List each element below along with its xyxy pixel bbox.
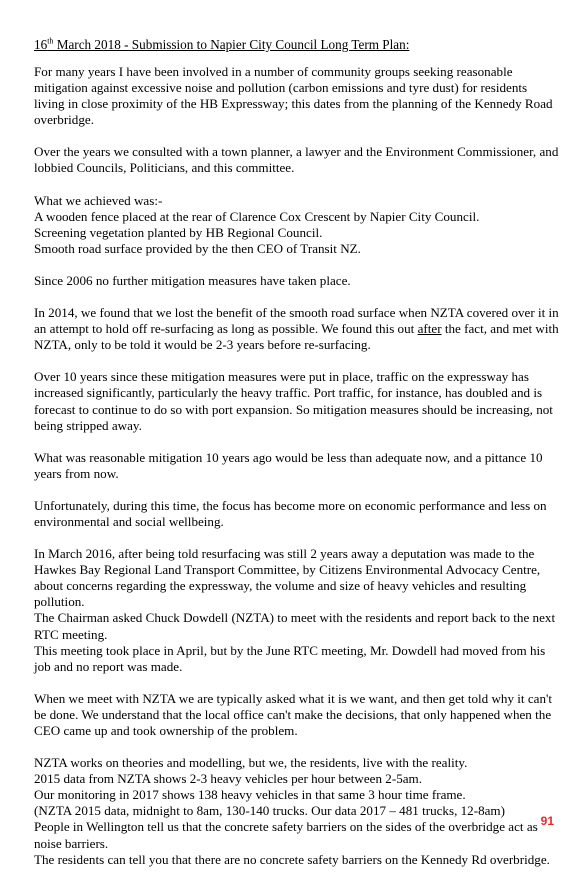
- paragraph-line: forecast to continue to do so with port expansion. So mitigation measures should be increasing, not: [34, 401, 553, 417]
- page-number: 91: [540, 814, 554, 828]
- paragraph-line: (NZTA 2015 data, midnight to 8am, 130-140 trucks. Our data 2017 – 481 trucks, 12-8am): [34, 803, 505, 819]
- title-date-suffix: th: [47, 36, 54, 46]
- paragraph-line: living in close proximity of the HB Expressway; this dates from the planning of the Kennedy Road: [34, 96, 553, 112]
- paragraph-line: CEO came up and took ownership of the problem.: [34, 723, 298, 738]
- paragraph-line: This meeting took place in April, but by the June RTC meeting, Mr. Dowdell had moved from his: [34, 642, 546, 658]
- paragraph-line: being stripped away.: [34, 417, 142, 433]
- paragraph-line: job and no report was made.: [34, 658, 183, 674]
- paragraph-line: about concerns regarding the expressway, the volume and size of heavy vehicles and resulting: [34, 578, 527, 594]
- paragraph-line: lobbied Councils, Politicians, and this committee.: [34, 160, 295, 176]
- paragraph-line: overbridge.: [34, 112, 94, 128]
- underlined-word: after: [417, 321, 442, 337]
- paragraph-line: increased significantly, particularly the heavy traffic. Port traffic, for instance, has doubled and is: [34, 385, 543, 401]
- paragraph-line: The residents can tell you that there are no concrete safety barriers on the Kennedy Rd overbridge.: [34, 851, 550, 867]
- paragraph-3: [34, 193, 554, 257]
- paragraph-line: People in Wellington tell us that the concrete safety barriers on the sides of the overbridge act as: [34, 819, 538, 835]
- paragraph-line: What we achieved was:-: [34, 192, 163, 208]
- paragraph-line: environmental and social wellbeing.: [34, 513, 224, 529]
- document-page: [34, 36, 559, 884]
- paragraph-line: years from now.: [34, 465, 119, 481]
- paragraph-line: be done. We understand that the local office can't make the decisions, that only happened when the: [34, 706, 552, 722]
- paragraph-8: [34, 498, 554, 530]
- line-text: an attempt to hold off re-surfacing as long as possible. We found this out: [34, 321, 418, 337]
- paragraph-line: RTC meeting.: [34, 626, 108, 642]
- paragraph-line: Unfortunately, during this time, the focus has become more on economic performance and less on: [34, 497, 547, 513]
- paragraph-10: [34, 691, 554, 739]
- paragraph-line: noise barriers.: [34, 835, 109, 851]
- paragraph-11: [34, 755, 554, 868]
- paragraph-line: [34, 321, 559, 337]
- paragraph-line: For many years I have been involved in a number of community groups seeking reasonable: [34, 64, 513, 79]
- paragraph-1: [34, 64, 554, 128]
- paragraph-line: Over 10 years since these mitigation measures were put in place, traffic on the expressway has: [34, 369, 529, 385]
- paragraph-2: [34, 144, 559, 176]
- line-text: the fact, and met with: [441, 321, 559, 337]
- paragraph-line: pollution.: [34, 594, 85, 610]
- paragraph-line: A wooden fence placed at the rear of Clarence Cox Crescent by Napier City Council.: [34, 208, 480, 224]
- paragraph-line: The Chairman asked Chuck Dowdell (NZTA) to meet with the residents and report back to the next: [34, 610, 556, 626]
- paragraph-5: [34, 305, 559, 353]
- paragraph-line: Our monitoring in 2017 shows 138 heavy vehicles in that same 3 hour time frame.: [34, 787, 466, 803]
- paragraph-line: NZTA works on theories and modelling, but we, the residents, live with the reality.: [34, 755, 468, 771]
- paragraph-9: [34, 546, 554, 675]
- paragraph-line: In 2014, we found that we lost the benefit of the smooth road surface when NZTA covered over it in: [34, 305, 559, 321]
- title-text: March 2018 - Submission to Napier City Council Long Term Plan:: [53, 37, 410, 52]
- paragraph-line: What was reasonable mitigation 10 years ago would be less than adequate now, and a pittance 10: [34, 449, 543, 465]
- paragraph-line: 2015 data from NZTA shows 2-3 heavy vehicles per hour between 2-5am.: [34, 771, 423, 787]
- paragraph-line: In March 2016, after being told resurfacing was still 2 years away a deputation was made to the: [34, 546, 535, 562]
- paragraph-line: Since 2006 no further mitigation measures have taken place.: [34, 272, 351, 288]
- paragraph-7: [34, 450, 554, 482]
- paragraph-6: [34, 369, 554, 433]
- paragraph-line: NZTA, only to be told it would be 2-3 years before re-surfacing.: [34, 337, 371, 353]
- paragraph-line: Smooth road surface provided by the then CEO of Transit NZ.: [34, 240, 361, 256]
- paragraph-4: [34, 273, 554, 289]
- paragraph-line: mitigation against excessive noise and pollution (carbon emissions and tyre dust) for residents: [34, 80, 528, 96]
- paragraph-line: When we meet with NZTA we are typically asked what it is we want, and then get told why it can't: [34, 690, 553, 706]
- paragraph-line: Hawkes Bay Regional Land Transport Committee, by Citizens Environmental Advocacy Centre,: [34, 562, 541, 578]
- paragraph-line: Over the years we consulted with a town planner, a lawyer and the Environment Commissioner, and: [34, 144, 559, 160]
- title-date-day: 16: [34, 37, 48, 52]
- document-title: [34, 37, 554, 53]
- paragraph-line: Screening vegetation planted by HB Regional Council.: [34, 224, 323, 240]
